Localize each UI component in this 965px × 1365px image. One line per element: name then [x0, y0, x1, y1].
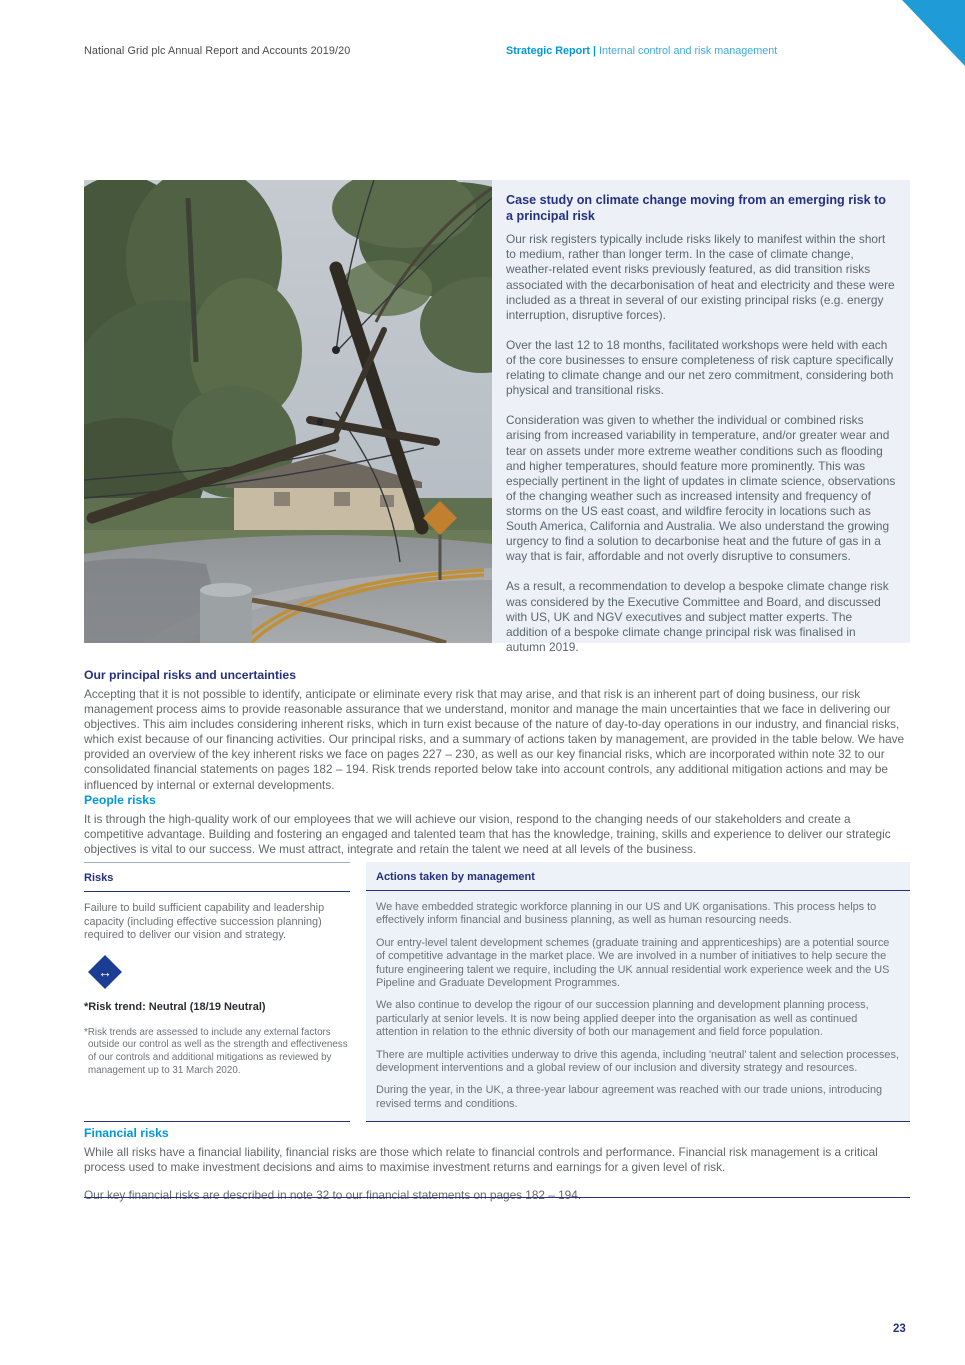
- actions-column-header: Actions taken by management: [366, 862, 910, 891]
- breadcrumb-separator: |: [593, 45, 597, 57]
- financial-risks-body: While all risks have a financial liability, financial risks are those which relate to financial controls and performance. Financial risk management is a critical process used to make investment decisions and aims to maximise investment returns and earnings for a given level of risk.: [84, 1145, 878, 1175]
- action-paragraph: We also continue to develop the rigour of our succession planning and development planning process, particularly at senior levels. It is now being applied deeper into the organisation as well as continued attention in relation to the ethnic diversity of both our management and field force population.: [376, 999, 869, 1039]
- section-breadcrumb: [506, 45, 777, 57]
- principal-risks-heading: Our principal risks and uncertainties: [84, 668, 296, 682]
- case-study-paragraph: Our risk registers typically include risks likely to manifest within the short to medium, rather than longer term. In the case of climate change, weather-related event risks previously featured, as did transition risks associated with the decarbonisation of heat and electricity and these were included as a threat in several of our existing principal risks (e.g. energy interruption, disruptive forces).: [506, 232, 895, 322]
- action-paragraph: There are multiple activities underway to drive this agenda, including 'neutral' talent and selection processes, development interventions and a global review of our inclusion and diversity strategy and resources.: [376, 1048, 899, 1075]
- case-study-paragraph: Consideration was given to whether the individual or combined risks arising from increased variability in temperature, and/or greater wear and tear on assets under more extreme weather conditions such as flooding and higher temperatures, should feature more prominently. This was especially pertinent in the light of updates in climate science, observations of the changing weather such as increased intensity and frequency of storms on the US east coast, and wildfire ferocity in locations such as South America, California and Australia. We also understand the growing urgency to find a solution to decarbonise heat and the future of gas in a way that is fair, affordable and not overly disruptive to consumers.: [506, 413, 896, 564]
- case-study-paragraph: As a result, a recommendation to develop a bespoke climate change risk was considered by the Executive Committee and Board, and discussed with US, UK and NGV executives and subject matter experts. The addition of a bespoke climate change principal risk was finalised in autumn 2019.: [506, 579, 889, 654]
- risks-column-header: Risks: [84, 863, 350, 892]
- risk-trend-footnote: *Risk trends are assessed to include any external factors outside our control as well as the strength and effectiveness of our controls and additional mitigations as reviewed by management up to 31 March 2020.: [84, 1026, 348, 1076]
- people-risks-heading: People risks: [84, 793, 156, 807]
- people-risks-section: [84, 793, 910, 857]
- principal-risks-body: Accepting that it is not possible to identify, anticipate or eliminate every risk that may arise, and that risk is an inherent part of doing business, our risk management process aims to provide reasonable assurance that we understand, monitor and manage the main uncertainties that we face in delivering our objectives. This aim includes considering inherent risks, which in turn exist because of the nature of day-to-day operations in our industry, and financial risks, which exist because of our financing activities. Our principal risks, and a summary of actions taken by management, are provided in the table below. We have provided an overview of the key inherent risks we face on pages 227 – 230, as well as our key financial risks, which are incorporated within note 32 to our consolidated financial statements on pages 182 – 194. Risk trends reported below take into account controls, any additional mitigation actions and may be influenced by internal or external developments.: [84, 687, 905, 792]
- case-study-paragraph: Over the last 12 to 18 months, facilitated workshops were held with each of the core businesses to ensure completeness of risk capture specifically relating to climate change and our net zero commitment, considering both physical and transitional risks.: [506, 337, 894, 398]
- financial-risks-note: Our key financial risks are described in note 32 to our financial statements on pages 182 – 194.: [84, 1188, 582, 1203]
- case-study-title: Case study on climate change moving from an emerging risk to a principal risk: [506, 193, 887, 223]
- subsection-name: Internal control and risk management: [599, 45, 778, 57]
- action-paragraph: We have embedded strategic workforce planning in our US and UK organisations. This process helps to effectively inform financial and business planning, as well as human resourcing needs.: [376, 901, 877, 927]
- report-title: National Grid plc Annual Report and Accounts 2019/20: [84, 45, 351, 57]
- actions-column: [366, 862, 910, 1122]
- action-paragraph: Our entry-level talent development schemes (graduate training and apprenticeships) are a potential source of competitive advantage in the market place. We are involved in a number of initiatives to help secure the future engineering talent we require, including the UK annual residential work experience week and the US Pipeline and Graduate Development Programmes.: [376, 936, 890, 990]
- case-study-panel: [492, 180, 910, 654]
- risk-description: Failure to build sufficient capability and leadership capacity (including effective succession planning) required to deliver our vision and strategy.: [84, 902, 325, 942]
- financial-risks-section: [84, 1126, 910, 1203]
- storm-photo-illustration: [84, 180, 492, 643]
- page-number: 23: [893, 1323, 906, 1335]
- risks-column: [84, 862, 350, 1122]
- storm-damage-photo: [84, 180, 492, 643]
- section-name: Strategic Report: [506, 45, 590, 57]
- risk-trend-neutral-icon: ↔: [88, 955, 122, 989]
- principal-risks-section: [84, 668, 910, 793]
- case-study-block: [84, 180, 910, 654]
- risk-trend-label: *Risk trend: Neutral (18/19 Neutral): [84, 1000, 266, 1013]
- action-paragraph: During the year, in the UK, a three-year labour agreement was reached with our trade unions, introducing revised terms and conditions.: [376, 1084, 883, 1110]
- financial-risks-heading: Financial risks: [84, 1126, 169, 1140]
- corner-triangle-decoration: [902, 0, 965, 66]
- people-risk-table: [84, 862, 910, 1122]
- people-risks-body: It is through the high-quality work of our employees that we will achieve our vision, respond to the changing needs of our stakeholders and create a competitive advantage. Building and fostering an engaged and talented team that has the knowledge, training, skills and experience to deliver our strategic objectives is vital to our success. We must attract, integrate and retain the talent we need at all levels of the business.: [84, 812, 891, 857]
- section-divider-rule: [84, 1197, 910, 1198]
